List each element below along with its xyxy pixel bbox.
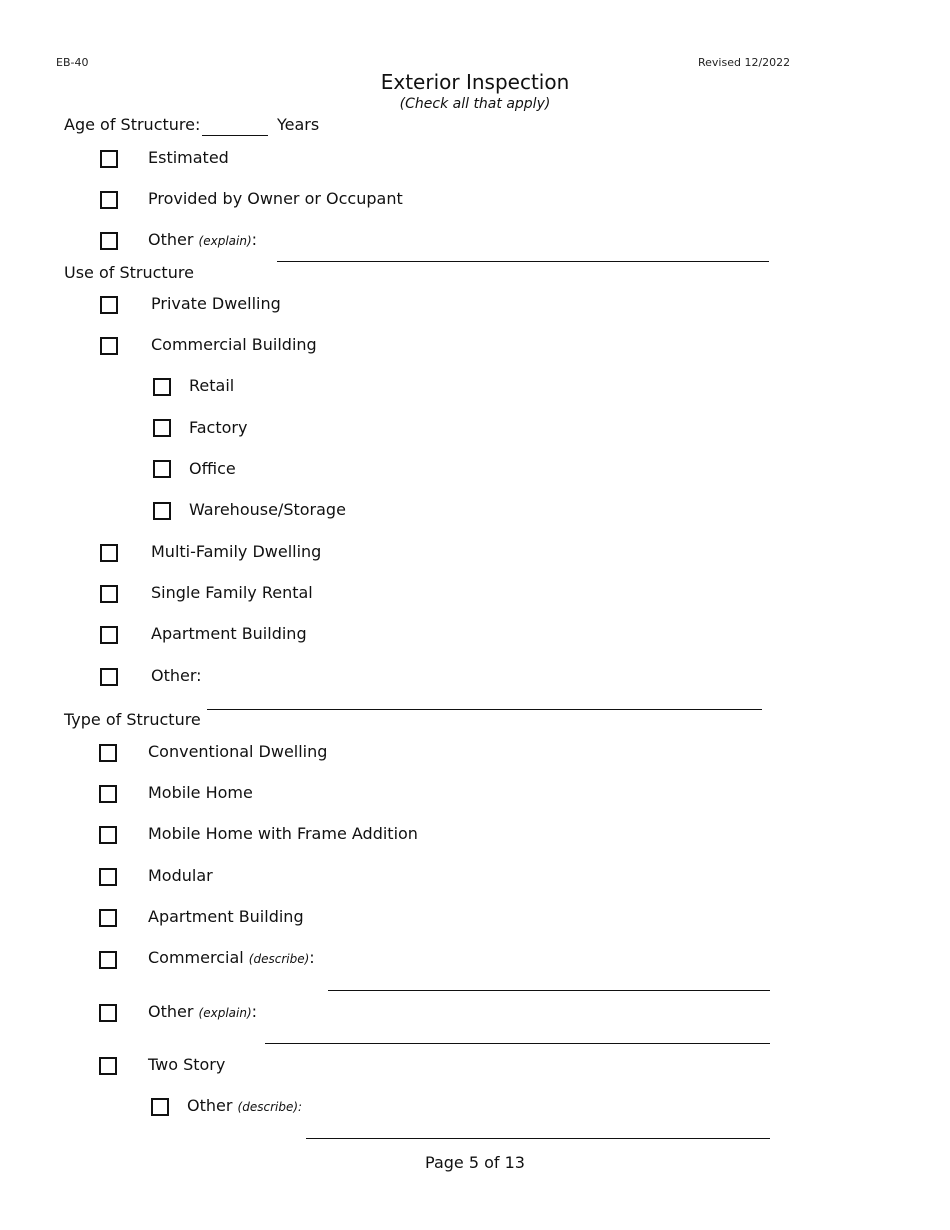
multi-family-dwelling-checkbox[interactable] (100, 544, 118, 562)
mobile-home-label: Mobile Home (148, 783, 253, 802)
commercial-building-checkbox[interactable] (100, 337, 118, 355)
type-commercial-describe-input[interactable] (331, 972, 767, 988)
factory-label: Factory (189, 418, 248, 437)
use-of-structure-heading: Use of Structure (64, 263, 194, 282)
mobile-home-frame-addition-checkbox[interactable] (99, 826, 117, 844)
two-story-label: Two Story (148, 1055, 226, 1074)
two-story-other-label: Other (describe): (187, 1096, 303, 1115)
two-story-checkbox[interactable] (99, 1057, 117, 1075)
private-dwelling-checkbox[interactable] (100, 296, 118, 314)
type-apartment-building-checkbox[interactable] (99, 909, 117, 927)
warehouse-storage-label: Warehouse/Storage (189, 500, 346, 519)
type-other-explain-line (265, 1043, 770, 1044)
page-subtitle: (Check all that apply) (399, 96, 551, 112)
years-label: Years (277, 115, 320, 134)
use-other-explain-input[interactable] (210, 691, 759, 707)
conventional-dwelling-checkbox[interactable] (99, 744, 117, 762)
mobile-home-frame-addition-label: Mobile Home with Frame Addition (148, 824, 418, 843)
type-other-label: Other (explain): (148, 1002, 258, 1021)
age-of-structure-label: Age of Structure: (64, 115, 201, 134)
years-input[interactable] (202, 118, 268, 134)
commercial-building-label: Commercial Building (151, 335, 317, 354)
office-checkbox[interactable] (153, 460, 171, 478)
use-other-checkbox[interactable] (100, 668, 118, 686)
age-other-explain-input[interactable] (280, 243, 766, 259)
two-story-other-describe-line (306, 1138, 770, 1139)
mobile-home-checkbox[interactable] (99, 785, 117, 803)
office-label: Office (189, 459, 236, 478)
revision-date: Revised 12/2022 (698, 56, 791, 69)
type-commercial-label: Commercial (describe): (148, 948, 315, 967)
page-number: Page 5 of 13 (425, 1153, 525, 1172)
estimated-label: Estimated (148, 148, 229, 167)
type-other-checkbox[interactable] (99, 1004, 117, 1022)
page-title: Exterior Inspection (380, 70, 570, 94)
single-family-rental-checkbox[interactable] (100, 585, 118, 603)
retail-checkbox[interactable] (153, 378, 171, 396)
modular-label: Modular (148, 866, 213, 885)
two-story-other-checkbox[interactable] (151, 1098, 169, 1116)
use-apartment-building-label: Apartment Building (151, 624, 307, 643)
single-family-rental-label: Single Family Rental (151, 583, 313, 602)
two-story-other-describe-input[interactable] (309, 1120, 767, 1136)
estimated-checkbox[interactable] (100, 150, 118, 168)
type-of-structure-heading: Type of Structure (64, 710, 201, 729)
type-apartment-building-label: Apartment Building (148, 907, 304, 926)
modular-checkbox[interactable] (99, 868, 117, 886)
type-other-explain-input[interactable] (268, 1025, 767, 1041)
form-id: EB-40 (56, 56, 89, 69)
type-commercial-checkbox[interactable] (99, 951, 117, 969)
conventional-dwelling-label: Conventional Dwelling (148, 742, 328, 761)
retail-label: Retail (189, 376, 235, 395)
private-dwelling-label: Private Dwelling (151, 294, 281, 313)
use-other-explain-line (207, 709, 762, 710)
use-other-label: Other: (151, 666, 202, 685)
provided-by-owner-label: Provided by Owner or Occupant (148, 189, 403, 208)
type-commercial-describe-line (328, 990, 770, 991)
warehouse-storage-checkbox[interactable] (153, 502, 171, 520)
factory-checkbox[interactable] (153, 419, 171, 437)
multi-family-dwelling-label: Multi-Family Dwelling (151, 542, 322, 561)
years-input-line (202, 135, 268, 136)
age-other-explain-line (277, 261, 769, 262)
age-other-checkbox[interactable] (100, 232, 118, 250)
age-other-label: Other (explain): (148, 230, 258, 249)
use-apartment-building-checkbox[interactable] (100, 626, 118, 644)
provided-by-owner-checkbox[interactable] (100, 191, 118, 209)
